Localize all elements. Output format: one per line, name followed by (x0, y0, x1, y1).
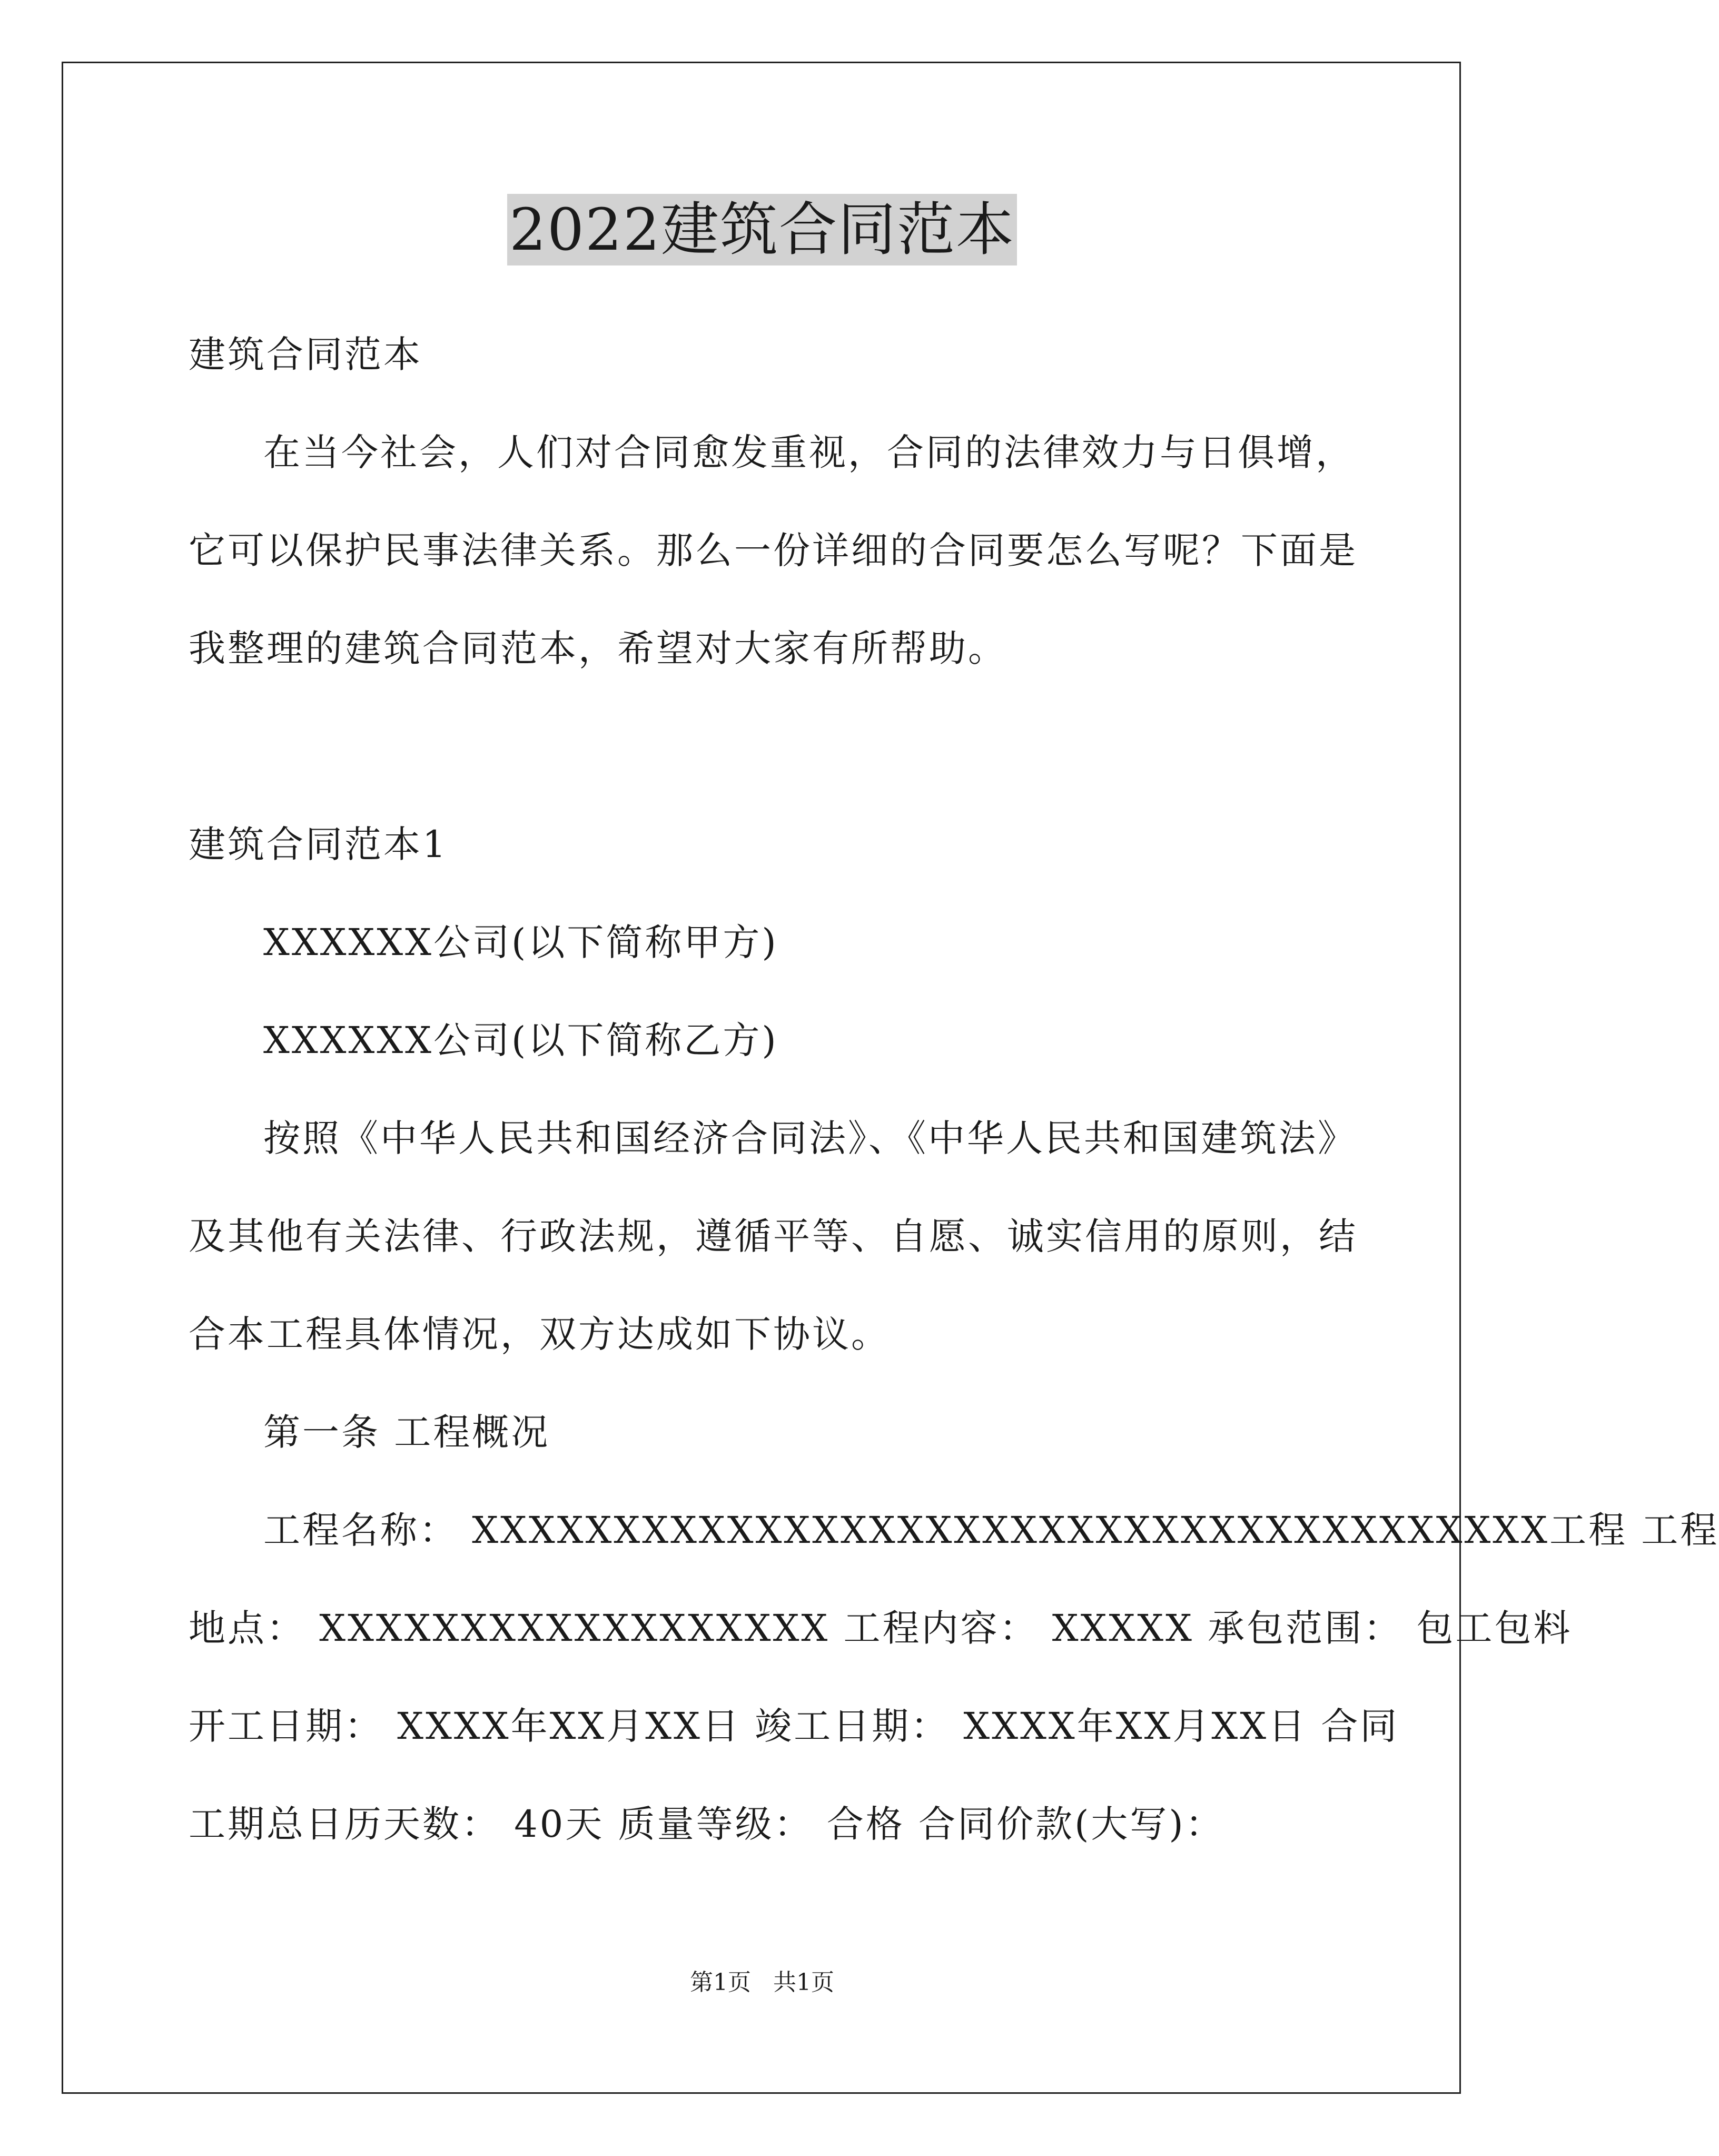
project-details-line: 工期总日历天数： 40天 质量等级： 合格 合同价款(大写)： (189, 1803, 1224, 1846)
document-body (189, 306, 1719, 1873)
agreement-paragraph-line: 合本工程具体情况，双方达成如下协议。 (189, 1313, 890, 1356)
page-number: 第1页 (690, 1969, 751, 1996)
party-a-line: XXXXXX公司(以下简称甲方) (263, 921, 778, 964)
page-total: 共1页 (773, 1969, 834, 1996)
project-details-line: 工程名称： XXXXXXXXXXXXXXXXXXXXXXXXXXXXXXXXXXXXXX工程 工程 (263, 1509, 1719, 1552)
intro-paragraph-line: 它可以保护民事法律关系。那么一份详细的合同要怎么写呢？下面是 (189, 529, 1358, 572)
agreement-paragraph-line: 及其他有关法律、行政法规，遵循平等、自愿、诚实信用的原则，结 (189, 1215, 1358, 1258)
paragraph-spacer (189, 697, 1337, 795)
document-title: 2022建筑合同范本 (507, 194, 1017, 265)
section-heading: 建筑合同范本 (189, 333, 422, 376)
intro-paragraph-line: 在当今社会，人们对合同愈发重视，合同的法律效力与日俱增， (263, 431, 1355, 474)
intro-paragraph-line: 我整理的建筑合同范本，希望对大家有所帮助。 (189, 627, 1007, 670)
page-footer (0, 1967, 1524, 1999)
title-area (0, 194, 1524, 265)
article-heading: 第一条 工程概况 (263, 1411, 550, 1454)
template-heading: 建筑合同范本1 (189, 823, 448, 866)
project-details-line: 地点： XXXXXXXXXXXXXXXXXX 工程内容： XXXXX 承包范围： 包工包料 (189, 1607, 1573, 1650)
party-b-line: XXXXXX公司(以下简称乙方) (263, 1019, 778, 1062)
project-details-line: 开工日期： XXXX年XX月XX日 竣工日期： XXXX年XX月XX日 合同 (189, 1705, 1399, 1748)
agreement-paragraph-line: 按照《中华人民共和国经济合同法》、《中华人民共和国建筑法》 (263, 1117, 1357, 1160)
